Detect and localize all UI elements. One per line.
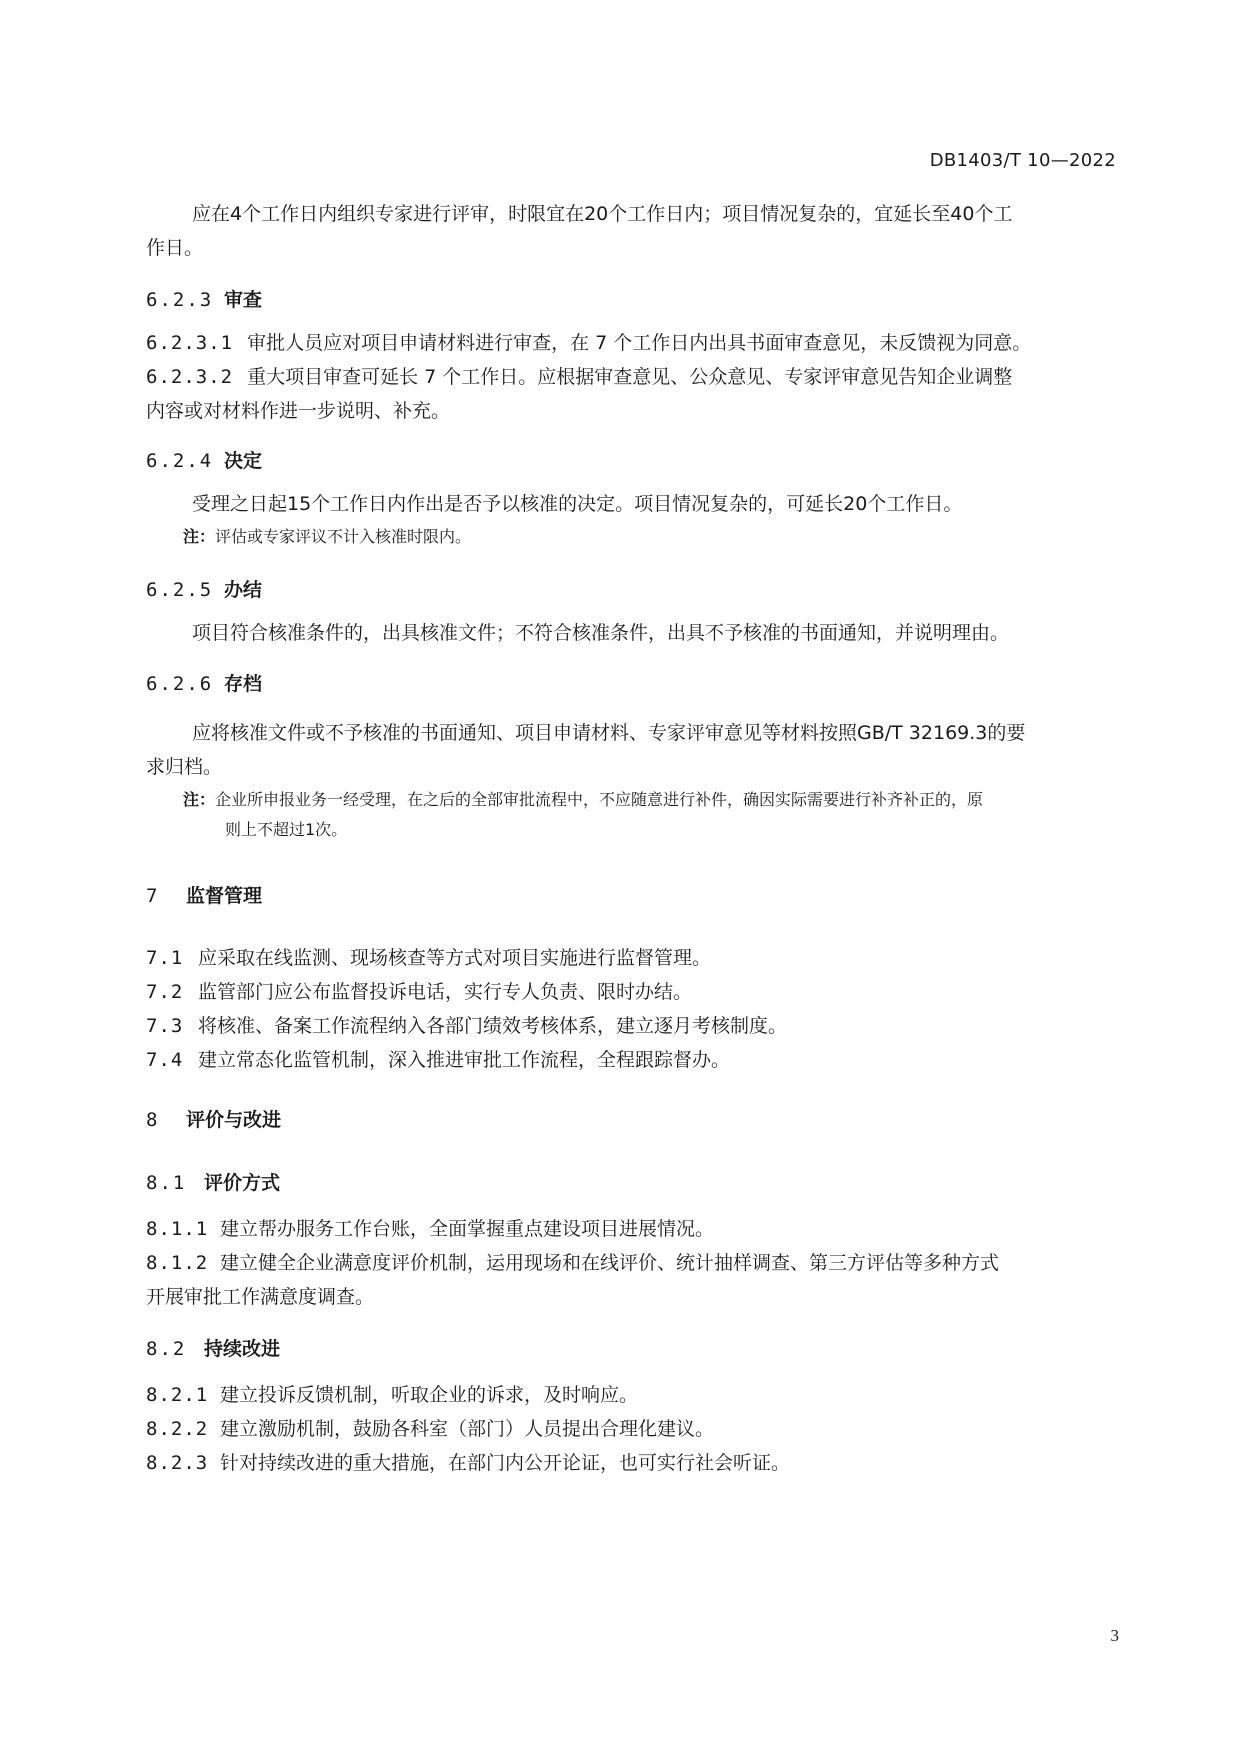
clause-text: 建立健全企业满意度评价机制，运用现场和在线评价、统计抽样调查、第三方评估等多种方式 — [220, 1252, 1000, 1274]
clause-number: 7.1 — [146, 947, 184, 969]
paragraph-line: 求归档。 — [146, 756, 223, 778]
clause-text: 重大项目审查可延长 7 个工作日。应根据审查意见、公众意见、专家评审意见告知企业调整 — [247, 366, 1013, 388]
section-title: 持续改进 — [204, 1338, 281, 1360]
paragraph-line: 应将核准文件或不予核准的书面通知、项目申请材料、专家评审意见等材料按照GB/T 32169.3的要 — [192, 722, 1026, 744]
clause-text: 建立帮办服务工作台账，全面掌握重点建设项目进展情况。 — [220, 1218, 715, 1240]
paragraph-line: 开展审批工作满意度调查。 — [146, 1286, 375, 1308]
clause-number: 7.2 — [146, 981, 184, 1003]
clause-number: 8.1.1 — [146, 1218, 209, 1240]
section-number: 6.2.4 — [146, 450, 214, 472]
clause-7-3 — [146, 1009, 787, 1043]
paragraph-line: 作日。 — [146, 237, 204, 259]
section-number: 6.2.5 — [146, 579, 214, 601]
chapter-title: 监督管理 — [186, 885, 263, 907]
clause-number: 8.2.1 — [146, 1384, 209, 1406]
page-number: 3 — [1110, 1626, 1119, 1645]
clause-number: 7.3 — [146, 1015, 184, 1037]
clause-number: 8.2.2 — [146, 1418, 209, 1440]
note-label: 注： — [183, 527, 216, 546]
note-continuation: 则上不超过1次。 — [225, 820, 348, 839]
section-number: 8.1 — [146, 1172, 187, 1194]
section-heading-8-2 — [146, 1334, 280, 1361]
section-heading-6-2-5 — [146, 575, 262, 602]
clause-text: 建立激励机制，鼓励各科室（部门）人员提出合理化建议。 — [220, 1418, 715, 1440]
clause-8-1-1 — [146, 1212, 714, 1246]
section-heading-6-2-4 — [146, 446, 262, 473]
clause-text: 建立常态化监管机制，深入推进审批工作流程，全程跟踪督办。 — [198, 1049, 731, 1071]
clause-7-4 — [146, 1043, 730, 1077]
clause-6-2-3-2 — [146, 360, 1012, 394]
section-heading-6-2-3 — [146, 285, 262, 312]
clause-number: 6.2.3.1 — [146, 332, 234, 354]
section-heading-6-2-6 — [146, 669, 262, 696]
clause-text: 监管部门应公布监督投诉电话，实行专人负责、限时办结。 — [198, 981, 693, 1003]
section-number: 8.2 — [146, 1338, 187, 1360]
chapter-number: 7 — [146, 885, 160, 907]
clause-8-2-3 — [146, 1446, 790, 1480]
document-code: DB1403/T 10—2022 — [929, 150, 1116, 171]
chapter-heading-8 — [146, 1105, 281, 1132]
chapter-heading-7 — [146, 881, 262, 908]
clause-text: 建立投诉反馈机制，听取企业的诉求，及时响应。 — [220, 1384, 639, 1406]
clause-text: 应采取在线监测、现场核查等方式对项目实施进行监督管理。 — [198, 947, 712, 969]
clause-number: 8.2.3 — [146, 1452, 209, 1474]
clause-number: 7.4 — [146, 1049, 184, 1071]
section-title: 存档 — [224, 673, 263, 695]
section-number: 6.2.3 — [146, 289, 214, 311]
note-text: 企业所申报业务一经受理，在之后的全部审批流程中，不应随意进行补件，确因实际需要进行补齐补正的，原 — [215, 790, 984, 809]
clause-6-2-3-1 — [146, 326, 1031, 360]
section-heading-8-1 — [146, 1168, 280, 1195]
section-title: 决定 — [224, 450, 263, 472]
clause-8-2-2 — [146, 1412, 714, 1446]
section-title: 审查 — [224, 289, 263, 311]
chapter-title: 评价与改进 — [186, 1109, 282, 1131]
clause-text: 针对持续改进的重大措施，在部门内公开论证，也可实行社会听证。 — [220, 1452, 791, 1474]
section-title: 办结 — [224, 579, 263, 601]
note-label: 注： — [183, 790, 216, 809]
section-number: 6.2.6 — [146, 673, 214, 695]
clause-8-2-1 — [146, 1378, 638, 1412]
section-title: 评价方式 — [204, 1172, 281, 1194]
clause-7-2 — [146, 975, 692, 1009]
clause-8-1-2 — [146, 1246, 999, 1280]
paragraph-line: 受理之日起15个工作日内作出是否予以核准的决定。项目情况复杂的，可延长20个工作日。 — [192, 493, 963, 515]
clause-text: 将核准、备案工作流程纳入各部门绩效考核体系，建立逐月考核制度。 — [198, 1015, 788, 1037]
clause-number: 6.2.3.2 — [146, 366, 234, 388]
note — [183, 522, 471, 552]
paragraph-line: 项目符合核准条件的，出具核准文件；不符合核准条件，出具不予核准的书面通知，并说明理由。 — [192, 622, 1010, 644]
note — [183, 785, 983, 815]
chapter-number: 8 — [146, 1109, 160, 1131]
clause-number: 8.1.2 — [146, 1252, 209, 1274]
paragraph-line: 内容或对材料作进一步说明、补充。 — [146, 400, 451, 422]
clause-7-1 — [146, 941, 711, 975]
clause-text: 审批人员应对项目申请材料进行审查，在 7 个工作日内出具书面审查意见，未反馈视为同意。 — [247, 332, 1032, 354]
paragraph-line: 应在4个工作日内组织专家进行评审，时限宜在20个工作日内；项目情况复杂的，宜延长至40个工 — [192, 203, 1013, 225]
note-text: 评估或专家评议不计入核准时限内。 — [215, 527, 472, 546]
